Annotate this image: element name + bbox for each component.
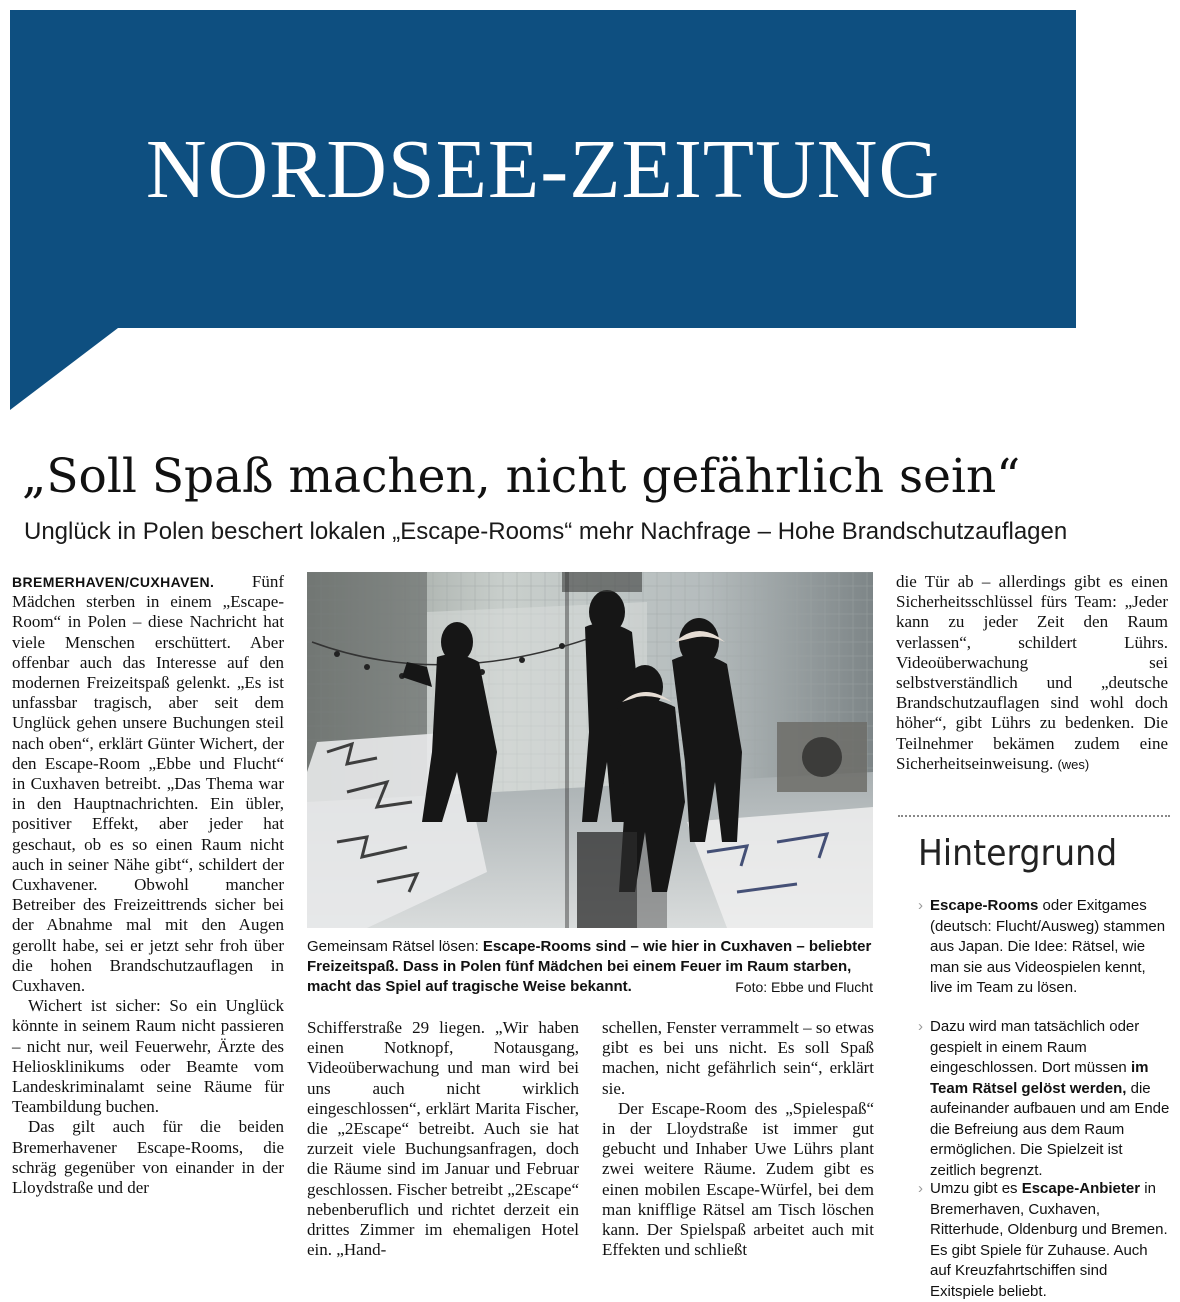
hintergrund-title: Hintergrund: [918, 833, 1118, 874]
hintergrund-item: [918, 896, 1170, 999]
masthead: [10, 10, 1076, 410]
article-paragraph: Schifferstraße 29 liegen. „Wir haben einen Notknopf, Notausgang, Videoüberwachung und man wird bei uns auch nicht wirklich eingeschlossen“, erklärt Marita Fischer, die „2Escape“ betreibt. Auch sie hat zurzeit viele Buchungsanfragen, doch die Räume sind im Januar und Februar geschlossen. Fischer betreibt „2Escape“ nebenberuflich und richtet derzeit ein drittes Zimmer im ehemaligen Hotel ein. „Hand-: [307, 1018, 579, 1260]
article-photo: [307, 572, 873, 928]
item-text: die aufeinander aufbauen und am Ende die Befreiung aus dem Raum ermöglichen. Die Spielzeit ist zeitlich begrenzt.: [930, 1079, 1170, 1179]
dotted-separator: [898, 815, 1170, 817]
highlight-text: Escape-Rooms: [930, 897, 1039, 914]
photo-credit: Foto: Ebbe und Flucht: [735, 979, 873, 995]
photo-caption: [307, 937, 873, 997]
subhead: Unglück in Polen beschert lokalen „Escape-Rooms“ mehr Nachfrage – Hohe Brandschutzauflagen: [24, 518, 1068, 545]
article-column-4: [896, 572, 1168, 775]
article-paragraph: Das gilt auch für die beiden Bremerhavener Escape-Rooms, die schräg gegenüber von einander in der Lloydstraße und der: [12, 1117, 284, 1198]
escape-room-photo: [307, 572, 873, 928]
highlight-text: im Team Rätsel gelöst werden,: [930, 1059, 1149, 1097]
article-text: die Tür ab – allerdings gibt es einen Sicherheitsschlüssel fürs Team: „Jeder kann zu jeder Zeit den Raum verlassen“, schildert Lührs. Videoüberwachung sei selbstverständlich und „deutsche Brandschutzauflagen sind wohl doch höher“, gibt Lührs zu bedenken. Die Teilnehmer bekämen zudem eine Sicherheitseinweisung.: [896, 572, 1168, 773]
bullet-icon: ›: [918, 897, 923, 914]
headline: „Soll Spaß machen, nicht gefährlich sein“: [22, 449, 1021, 504]
hintergrund-item: [918, 1017, 1170, 1181]
article-paragraph: [896, 572, 1168, 775]
article-paragraph: schellen, Fenster verrammelt – so etwas gibt es bei uns nicht. Es soll Spaß machen, nicht gefährlich sein“, erklärt sie.: [602, 1018, 874, 1098]
article-column-3: [602, 1018, 874, 1260]
author-abbreviation: (wes): [1057, 756, 1090, 772]
article-paragraph: Der Escape-Room des „Spielespaß“ in der Lloydstraße ist immer gut gebucht und Inhaber Uwe Lührs plant zwei weitere Räume. Zudem gibt es einen mobilen Escape-Würfel, bei dem man knifflige Rätsel am Tisch löschen kann. Der Spielspaß arbeitet auch mit Effekten und schließt: [602, 1098, 874, 1260]
hintergrund-item: [918, 1179, 1170, 1302]
masthead-title: NORDSEE-ZEITUNG: [145, 123, 941, 216]
article-text: Fünf Mädchen sterben in einem „Escape-Room“ in Polen – diese Nachricht hat viele Menschen erschüttert. Aber offenbar auch das Interesse auf den modernen Freizeitspaß gelenkt. „Es ist unfassbar tragisch, aber seit dem Unglück gehen unsere Buchungen steil nach oben“, erklärt Günter Wichert, der den Escape-Room „Ebbe und Flucht“ in Cuxhaven betreibt. „Das Thema war in den Hauptnachrichten. Ein übler, positiver Effekt, aber jeder hat geschaut, ob es so einen Raum nicht auch in seiner Nähe gibt“, schildert der Cuxhavener. Obwohl mancher Betreiber des Freizeittrends sicher bei der Abnahme mal mit den Augen gerollt habe, sei er jetzt sehr froh über die hohen Brandschutzauflagen in Cuxhaven.: [12, 572, 284, 996]
highlight-text: Escape-Anbieter: [1021, 1180, 1141, 1197]
dateline: BREMERHAVEN/CUXHAVEN.: [12, 574, 215, 590]
article-column-2: [307, 1018, 579, 1260]
bullet-icon: ›: [918, 1180, 923, 1197]
article-paragraph: Wichert ist sicher: So ein Unglück könnte in seinem Raum nicht passieren – nicht nur, weil Feuerwehr, Ärzte des Heliosklinikums oder Beamte vom Landeskriminalamt seine Räume für Teambildung buchen.: [12, 996, 284, 1117]
item-text: in Bremerhaven, Cuxhaven, Ritterhude, Oldenburg und Bremen. Es gibt Spiele für Zuhause. Auch auf Kreuzfahrtschiffen sind Exitspiele beliebt.: [930, 1180, 1168, 1300]
caption-text: Escape-Rooms sind – wie hier in Cuxhaven – beliebter Freizeitspaß. Dass in Polen fünf Mädchen bei einem Feuer im Raum starben, macht das Spiel auf tragische Weise bekannt.: [307, 938, 872, 995]
article-column-1: [12, 572, 284, 1198]
item-text: oder Exitgames (deutsch: Flucht/Ausweg) stammen aus Japan. Die Idee: Rätsel, wie man sie aus Videospielen kennt, live im Team zu lösen.: [930, 897, 1166, 996]
caption-lead: Gemeinsam Rätsel lösen:: [307, 938, 483, 955]
bullet-icon: ›: [918, 1018, 923, 1035]
article-paragraph: [12, 572, 284, 996]
item-text: Umzu gibt es: [930, 1180, 1022, 1197]
item-text: Dazu wird man tatsächlich oder gespielt in einem Raum eingeschlossen. Dort müssen: [930, 1018, 1140, 1076]
